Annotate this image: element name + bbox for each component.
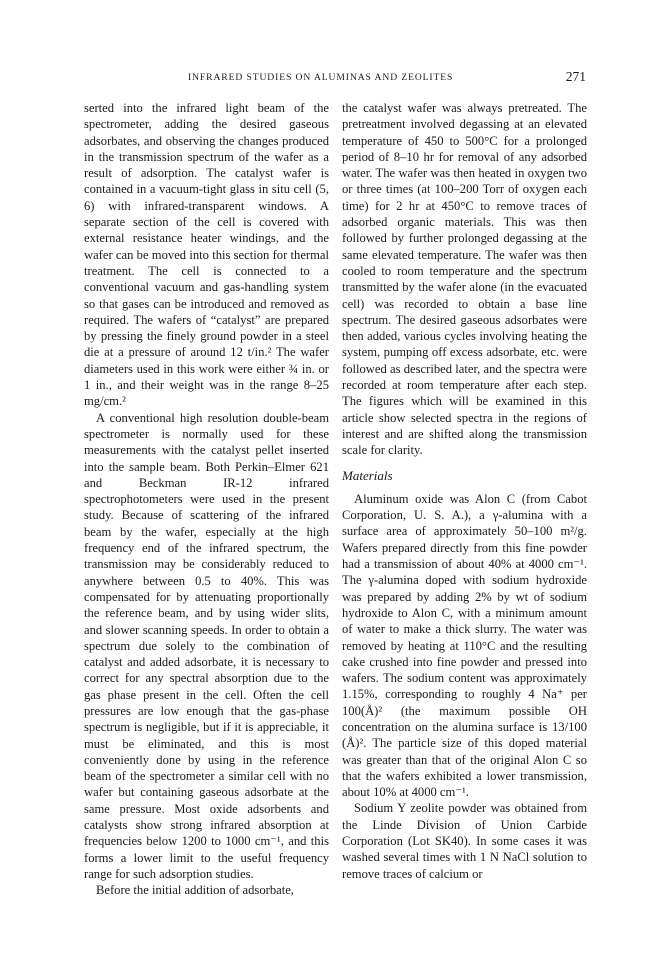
section-heading-materials: Materials — [342, 467, 393, 483]
paragraph-aluminum-oxide: Aluminum oxide was Alon C (from Cabot Corporation, U. S. A.), a γ-alumina with a surface area of approximately 50–100 m²/g. Wafers prepared directly from this fine powder had a transmission of about 40% at 4000 cm⁻¹. The γ-alumina doped with sodium hydroxide was prepared by adding 2% by wt of sodium hydroxide to Alon C, with a minimum amount of water to make a thick slurry. The water was removed by heating at 110°C and the resulting cake crushed into fine powder and pressed into wafers. The sodium content was approximately 1.15%, corresponding to roughly 4 Na⁺ per 100(Å)² (the maximum possible OH concentration on the alumina surface is 13/100 (Å)². The particle size of this doped material was greater than that of the original Alon C so that the wafers exhibited a lower transmission, about 10% at 4000 cm⁻¹. — [342, 491, 587, 800]
paragraph-zeolite: Sodium Y zeolite powder was obtained from the Linde Division of Union Carbide Corporation (Lot SK40). In some cases it was washed several times with 1 N NaCl solution to remove traces of calcium or — [342, 801, 587, 881]
right-column — [342, 100, 587, 882]
paragraph-spectrometer: A conventional high resolution double-beam spectrometer is normally used for these measurements with the catalyst pellet inserted into the sample beam. Both Perkin–Elmer 621 and Beckman IR-12 infrared spectrophotometers were used in the present study. Because of scattering of the infrared beam by the wafer, especially at the high frequency end of the infrared spectrum, the transmission may be considerably reduced to anywhere between 0.5 to 40%. This was compensated for by attenuating proportionally the reference beam, and by using wider slits, and slower scanning speeds. In order to obtain a spectrum due solely to the combination of catalyst and added adsorbate, it is necessary to correct for any spectral absorption due to the gas phase present in the cell. Often the cell pressures are low enough that the gas-phase spectrum is negligible, but if it is appreciable, it must be eliminated, and this is most conveniently done by using in the reference beam of the spectrometer a similar cell with no wafer but containing gaseous adsorbate at the same pressure. Most oxide adsorbents and catalysts show strong infrared absorption at frequencies below 1200 to 1000 cm⁻¹, and this forms a lower limit to the useful frequency range for such adsorption studies. — [84, 410, 329, 881]
paragraph-adsorbate-intro: Before the initial addition of adsorbate, — [96, 883, 294, 898]
page-header — [86, 70, 586, 90]
page-number: 271 — [565, 69, 586, 84]
paragraph-pretreatment: the catalyst wafer was always pretreated. The pretreatment involved degassing at an elevated temperature of 450 to 500°C for a prolonged period of 8–10 hr for removal of any adsorbed water. The wafer was then heated in oxygen two or three times (at 100–200 Torr of oxygen each time) for 2 hr at 450°C to remove traces of adsorbed organic materials. This was then followed by further prolonged degassing at the same elevated temperature. The wafer was then cooled to room temperature and the spectrum transmitted by the wafer alone (in the evacuated cell) was recorded to obtain a base line spectrum. The desired gaseous adsorbates were then added, various cycles involving heating the system, pumping off excess adsorbate, etc. were followed as described later, and the spectra were recorded at room temperature after each step. The figures which will be examined in this article show selected spectra in the regions of interest and are shifted along the transmission scale for clarity. — [342, 101, 587, 458]
running-title: INFRARED STUDIES ON ALUMINAS AND ZEOLITES — [188, 72, 454, 83]
paragraph-method-continued: serted into the infrared light beam of the spectrometer, adding the desired gaseous adsorbates, and observing the changes produced in the transmission spectrum of the wafer as a result of adsorption. The catalyst wafer is contained in a vacuum-tight glass in situ cell (5, 6) with infrared-transparent windows. A separate section of the cell is covered with external resistance heater windings, and the wafer can be moved into this section for thermal treatment. The cell is connected to a conventional vacuum and gas-handling system so that gases can be introduced and removed as required. The wafers of “catalyst” are prepared by pressing the finely ground powder in a steel die at a pressure of around 12 t/in.² The wafer diameters used in this work were either ¾ in. or 1 in., and their weight was in the range 8–25 mg/cm.² — [84, 101, 329, 409]
left-column — [84, 100, 329, 899]
